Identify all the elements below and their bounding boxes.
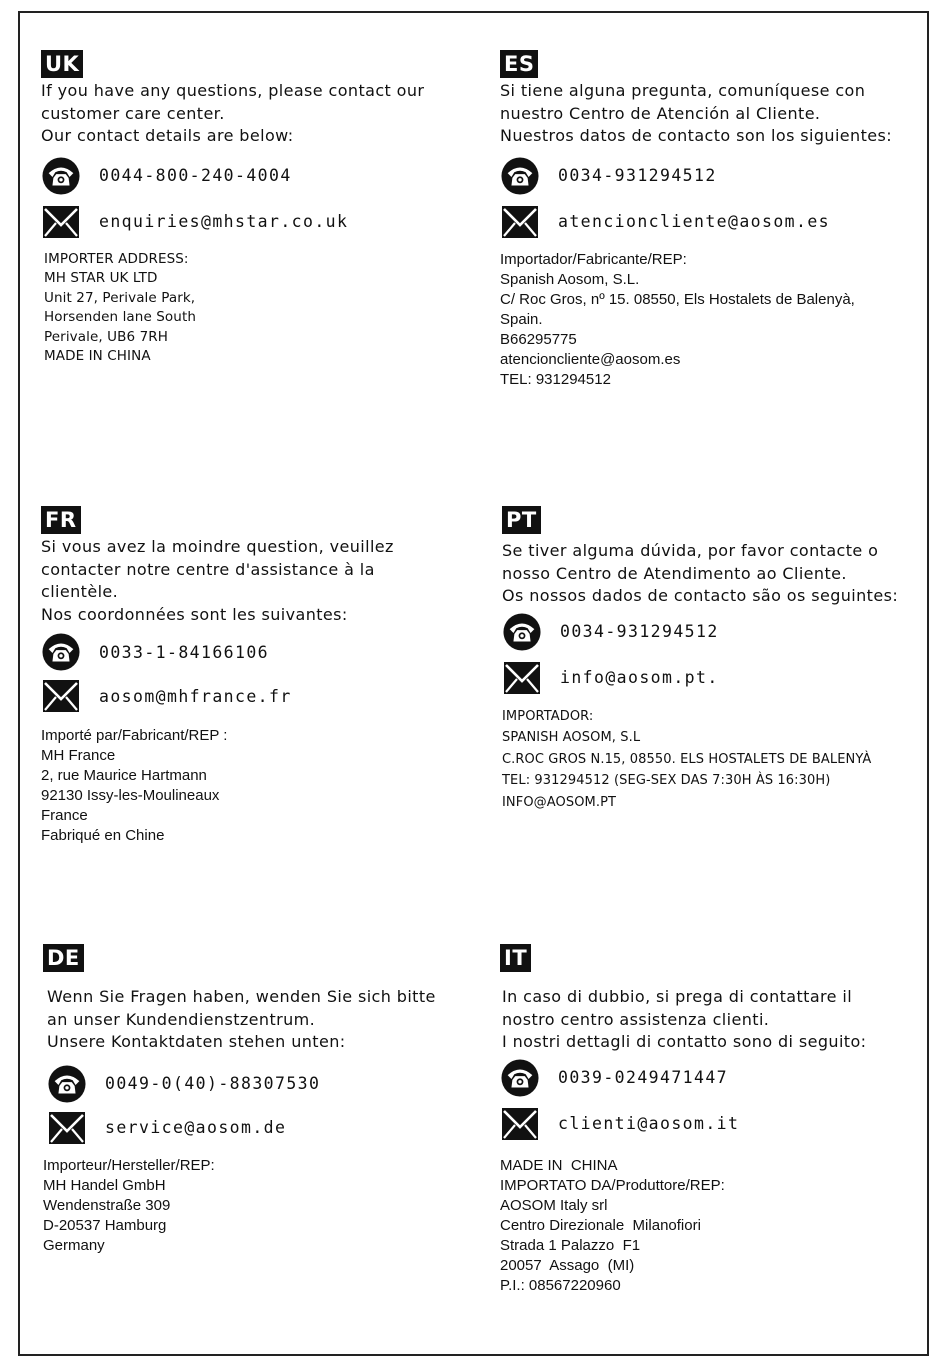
envelope-icon <box>500 1105 540 1143</box>
section-pt <box>502 506 898 813</box>
phone-number[interactable]: 0034-931294512 <box>560 622 719 641</box>
country-badge: PT <box>502 506 541 534</box>
phone-number[interactable]: 0034-931294512 <box>558 166 717 185</box>
country-badge: FR <box>41 506 81 534</box>
telephone-icon <box>41 157 81 195</box>
country-badge: DE <box>43 944 84 972</box>
phone-number[interactable]: 0033-1-84166106 <box>99 642 270 662</box>
country-badge: UK <box>41 50 83 78</box>
importer-address: IMPORTER ADDRESS: MH STAR UK LTD Unit 27, Perivale Park, Horsenden lane South Perivale, UB6 7RH MADE IN CHINA <box>44 250 196 365</box>
importer-address: Importador/Fabricante/REP: Spanish Aosom, S.L. C/ Roc Gros, nº 15. 08550, Els Hostalets de Balenyà, Spain. B66295775 atencioncliente@aosom.es TEL: 931294512 <box>500 250 855 388</box>
email-row <box>502 656 898 700</box>
phone-number[interactable]: 0049-0(40)-88307530 <box>105 1074 321 1093</box>
importer-address: IMPORTADOR: SPANISH AOSOM, S.L C.ROC GROS N.15, 08550. ELS HOSTALETS DE BALENYÀ TEL: 931294512 (SEG-SEX DAS 7:30H ÀS 16:30H) INFO@AOSOM.PT <box>502 708 872 810</box>
phone-row <box>41 630 394 674</box>
intro-text: In caso di dubbio, si prega di contattare il nostro centro assistenza clienti. I nostri dettagli di contatto sono di seguito: <box>502 987 867 1051</box>
importer-address: Importé par/Fabricant/REP : MH France 2, rue Maurice Hartmann 92130 Issy-les-Moulineaux France Fabriqué en Chine <box>41 727 228 844</box>
phone-row <box>500 154 892 198</box>
phone-number[interactable]: 0044-800-240-4004 <box>99 166 292 185</box>
email-row <box>47 1106 436 1150</box>
country-badge: IT <box>500 944 531 972</box>
phone-row <box>41 154 424 198</box>
intro-text: Si vous avez la moindre question, veuillez contacter notre centre d'assistance à la clientèle. Nos coordonnées sont les suivantes: <box>41 537 394 624</box>
telephone-icon <box>500 157 540 195</box>
section-es <box>500 50 892 390</box>
envelope-icon <box>47 1109 87 1147</box>
email-address[interactable]: service@aosom.de <box>105 1118 287 1137</box>
telephone-icon <box>502 613 542 651</box>
email-address[interactable]: enquiries@mhstar.co.uk <box>99 212 349 231</box>
telephone-icon <box>47 1065 87 1103</box>
intro-text: Wenn Sie Fragen haben, wenden Sie sich bitte an unser Kundendienstzentrum. Unsere Kontaktdaten stehen unten: <box>47 987 436 1051</box>
phone-row <box>47 1062 436 1106</box>
email-address[interactable]: clienti@aosom.it <box>558 1114 740 1133</box>
envelope-icon <box>500 203 540 241</box>
section-de <box>43 944 436 1256</box>
telephone-icon <box>500 1059 540 1097</box>
intro-text: If you have any questions, please contact our customer care center. Our contact details are below: <box>41 81 425 145</box>
intro-text: Si tiene alguna pregunta, comuníquese con nuestro Centro de Atención al Cliente. Nuestros datos de contacto son los siguientes: <box>500 81 893 145</box>
envelope-icon <box>41 203 81 241</box>
phone-number[interactable]: 0039-0249471447 <box>558 1068 729 1087</box>
email-address[interactable]: info@aosom.pt. <box>560 668 719 687</box>
email-row <box>41 674 394 718</box>
telephone-icon <box>41 633 81 671</box>
email-row <box>41 200 424 244</box>
phone-row <box>500 1056 866 1100</box>
envelope-icon <box>41 677 81 715</box>
importer-address: Importeur/Hersteller/REP: MH Handel GmbH Wendenstraße 309 D-20537 Hamburg Germany <box>43 1156 215 1254</box>
section-fr <box>41 506 394 846</box>
email-row <box>500 1102 866 1146</box>
email-row <box>500 200 892 244</box>
section-uk <box>41 50 424 367</box>
email-address[interactable]: aosom@mhfrance.fr <box>99 686 292 706</box>
intro-text: Se tiver alguma dúvida, por favor contacte o nosso Centro de Atendimento ao Cliente. Os nossos dados de contacto são os seguintes: <box>502 541 899 605</box>
phone-row <box>502 610 898 654</box>
email-address[interactable]: atencioncliente@aosom.es <box>558 212 831 231</box>
country-badge: ES <box>500 50 538 78</box>
envelope-icon <box>502 659 542 697</box>
importer-address: MADE IN CHINA IMPORTATO DA/Produttore/REP: AOSOM Italy srl Centro Direzionale Milanofiori Strada 1 Palazzo F1 20057 Assago (MI) P.I.: 08567220960 <box>500 1156 725 1294</box>
section-it <box>500 944 866 1296</box>
